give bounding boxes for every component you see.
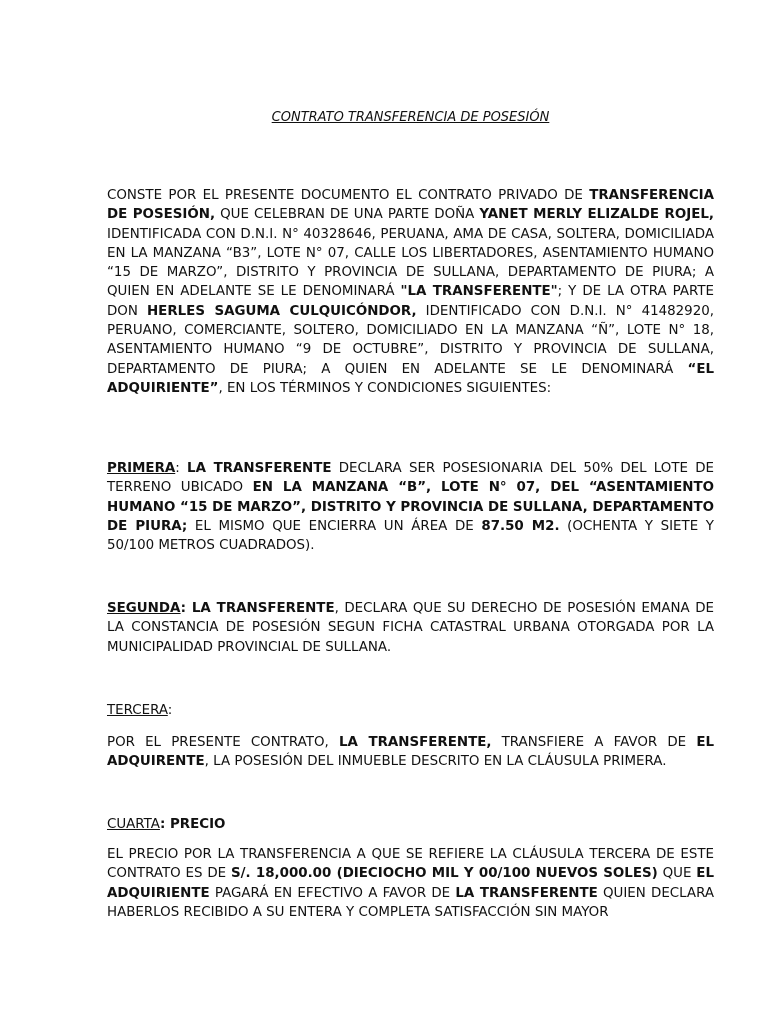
clause-tercera-bold-1: LA TRANSFERENTE, [338,735,492,750]
clause-cuarta-text-3: PAGARÁ EN EFECTIVO A FAVOR DE [209,885,456,901]
clause-primera [107,459,714,555]
intro-bold-3: "LA TRANSFERENTE" [400,284,558,300]
clause-primera-bold-3: 87.50 M2. [481,518,560,534]
clause-cuarta-bold-2: EL ADQUIRIENTE [107,866,714,901]
clause-cuarta-heading-text: : PRECIO [159,817,226,832]
clause-segunda-label: SEGUNDA [107,601,181,616]
intro-text-4: ; Y DE LA OTRA PARTE DON [107,284,714,319]
intro-bold-2: YANET MERLY ELIZALDE ROJEL, [479,207,714,223]
clause-primera-bold-2: EN LA MANZANA “B”, LOTE N° 07, DEL “ASENTAMIENTO HUMANO “15 DE MARZO”, DISTRITO Y PROVINCIA DE SULLANA, DEPARTAMENTO DE PIURA; [107,480,714,534]
clause-cuarta-text-4: QUIEN DECLARA HABERLOS RECIBIDO A SU ENTERA Y COMPLETA SATISFACCIÓN SIN MAYOR [107,885,714,920]
clause-tercera-bold-2: EL ADQUIRENTE [107,735,714,770]
clause-segunda-text-1: , DECLARA QUE SU DERECHO DE POSESIÓN EMANA DE LA CONSTANCIA DE POSESIÓN SEGUN FICHA CATASTRAL URBANA OTORGADA POR LA MUNICIPALIDAD PROVINCIAL DE SULLANA. [107,601,714,655]
intro-text-5: IDENTIFICADO CON D.N.I. N° 41482920, PERUANO, COMERCIANTE, SOLTERO, DOMICILIADO EN LA MANZANA “Ñ”, LOTE N° 18, ASENTAMIENTO HUMANO “9 DE OCTUBRE”, DISTRITO Y PROVINCIA DE SULLANA, DEPARTAMENTO DE PIURA; A QUIEN EN ADELANTE SE LE DENOMINARÁ [107,303,714,377]
document-title: CONTRATO TRANSFERENCIA DE POSESIÓN [271,110,550,125]
clause-cuarta-heading [107,815,714,834]
intro-bold-5: “EL ADQUIRIENTE” [107,361,714,396]
intro-text-1: CONSTE POR EL PRESENTE DOCUMENTO EL CONTRATO PRIVADO DE [107,188,590,203]
intro-paragraph [107,186,714,398]
clause-tercera-label: TERCERA [107,703,168,718]
clause-segunda-bold-1: LA TRANSFERENTE [185,601,335,616]
clause-tercera [107,733,714,772]
clause-tercera-text-1: POR EL PRESENTE CONTRATO, [107,735,339,750]
clause-primera-sep: : [175,461,188,476]
clause-primera-text-1: DECLARA SER POSESIONARIA DEL 50% DEL LOTE DE TERRENO UBICADO [107,461,714,496]
clause-cuarta-bold-1: S/. 18,000.00 (DIECIOCHO MIL Y 00/100 NUEVOS SOLES) [231,866,658,882]
clause-segunda [107,599,714,657]
clause-primera-text-2: EL MISMO QUE ENCIERRA UN ÁREA DE [187,518,482,534]
clause-tercera-text-2: TRANSFIERE A FAVOR DE [491,735,697,750]
clause-primera-text-3: (OCHENTA Y SIETE Y 50/100 METROS CUADRADOS). [107,518,714,554]
intro-bold-1: TRANSFERENCIA DE POSESIÓN, [107,188,714,223]
clause-primera-label: PRIMERA [107,461,176,476]
intro-text-3: IDENTIFICADA CON D.N.I. N° 40328646, PERUANA, AMA DE CASA, SOLTERA, DOMICILIADA EN LA MANZANA “B3”, LOTE N° 07, CALLE LOS LIBERTADORES, ASENTAMIENTO HUMANO “15 DE MARZO”, DISTRITO Y PROVINCIA DE SULLANA, DEPARTAMENTO DE PIURA; A QUIEN EN ADELANTE SE LE DENOMINARÁ [107,226,714,300]
clause-cuarta-bold-3: LA TRANSFERENTE [455,885,598,901]
clause-tercera-text-3: , LA POSESIÓN DEL INMUEBLE DESCRITO EN LA CLÁUSULA PRIMERA. [204,754,667,770]
clause-primera-bold-1: LA TRANSFERENTE [187,461,332,476]
clause-cuarta-text-1: EL PRECIO POR LA TRANSFERENCIA A QUE SE REFIERE LA CLÁUSULA TERCERA DE ESTE CONTRATO ES DE [107,847,714,882]
clause-tercera-colon: : [167,703,173,718]
intro-text-6: , EN LOS TÉRMINOS Y CONDICIONES SIGUIENTES: [218,380,552,396]
clause-tercera-heading [107,701,714,720]
clause-cuarta [107,845,714,922]
clause-cuarta-text-2: QUE [657,866,697,882]
intro-bold-4: HERLES SAGUMA CULQUICÓNDOR, [146,303,417,319]
intro-text-2: QUE CELEBRAN DE UNA PARTE DOÑA [215,207,480,223]
clause-cuarta-label: CUARTA [107,817,160,832]
clause-segunda-colon: : [180,601,186,616]
